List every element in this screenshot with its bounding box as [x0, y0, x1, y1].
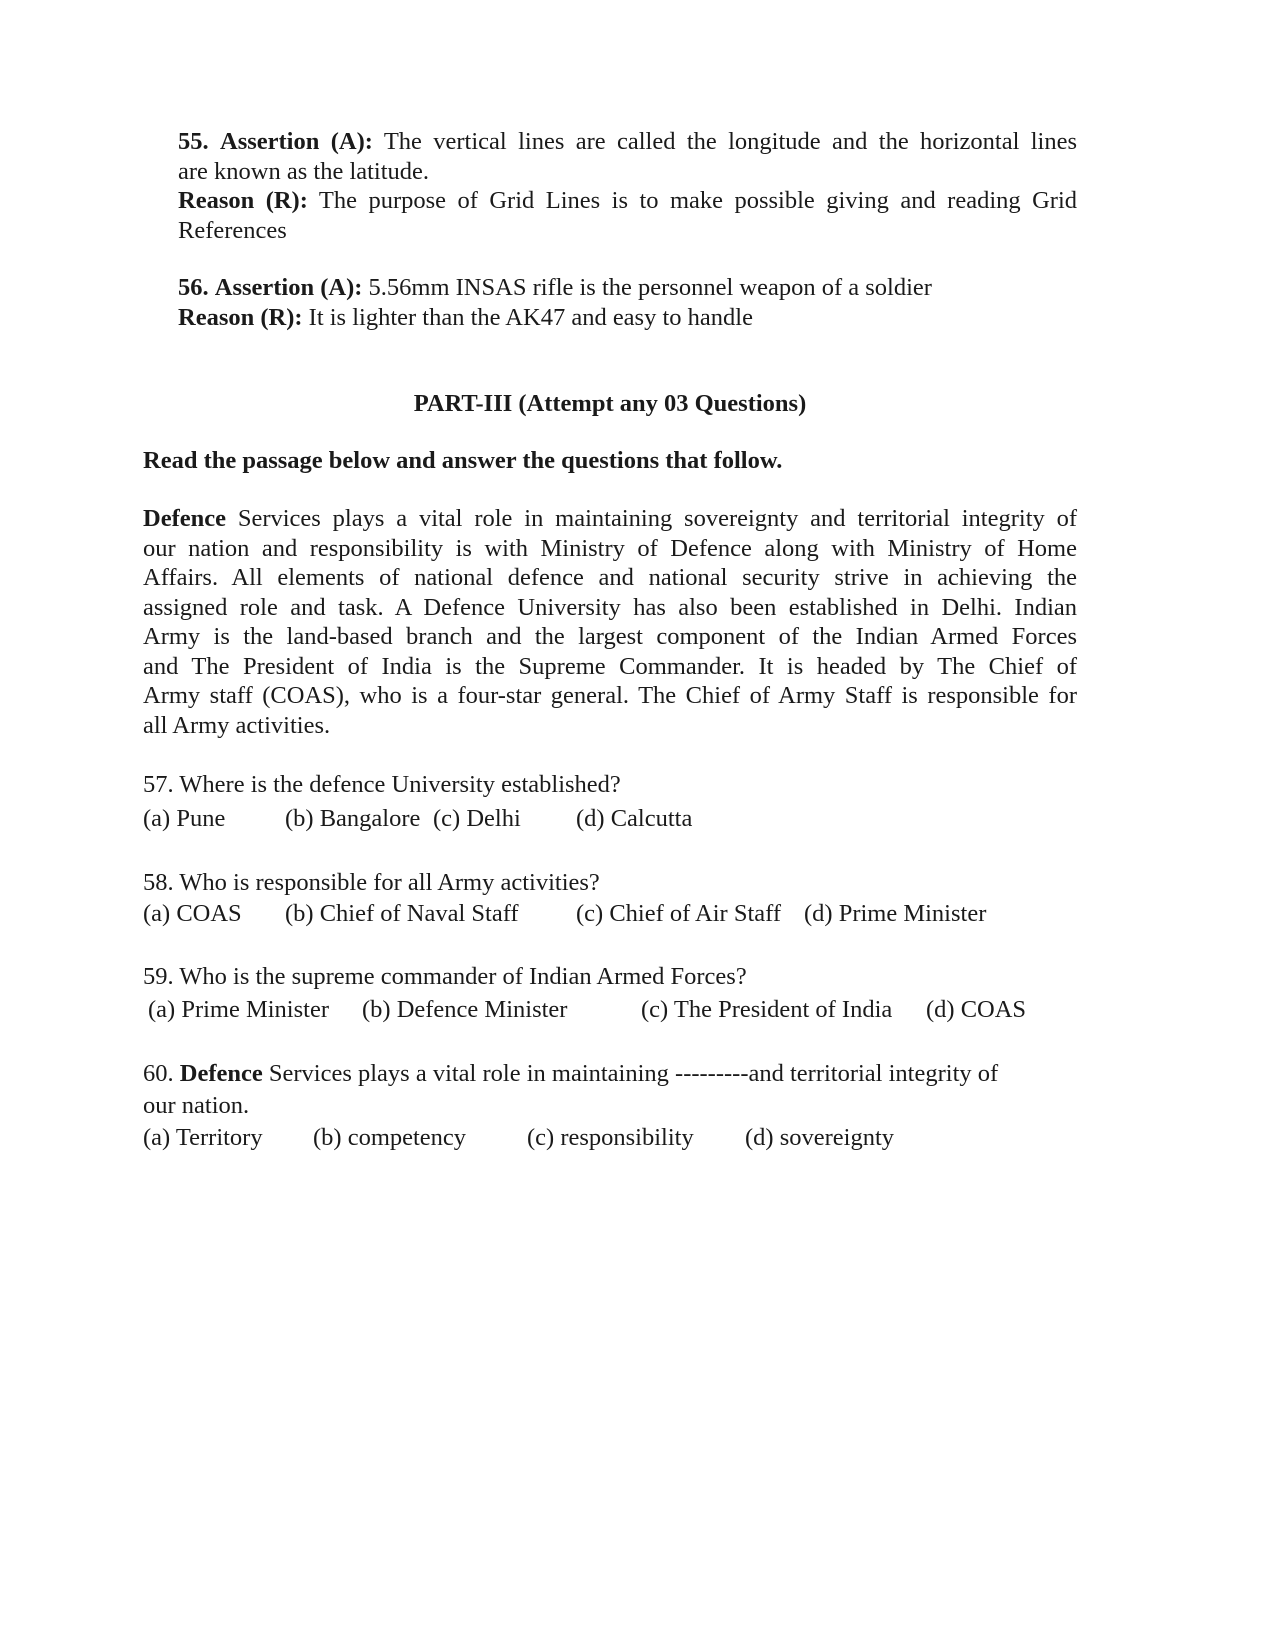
passage-line: Services plays a vital role in maintaining sovereignty and territorial integrity of	[237, 505, 1078, 532]
question-57	[143, 770, 693, 832]
option-d: (d) COAS	[926, 996, 1027, 1023]
option-d: (d) Prime Minister	[804, 900, 987, 927]
passage-line: Affairs. All elements of national defence and national security strive in achieving the	[143, 564, 1077, 591]
question-number: 56.	[178, 274, 209, 301]
assertion-text: 5.56mm INSAS rifle is the personnel weapon of a soldier	[368, 274, 932, 301]
passage-line: Army is the land-based branch and the largest component of the Indian Armed Forces	[143, 623, 1077, 650]
reason-label: Reason (R):	[178, 187, 308, 214]
option-c: (c) Chief of Air Staff	[576, 900, 782, 927]
reason-text: References	[178, 216, 287, 244]
passage-line: our nation and responsibility is with Ministry of Defence along with Ministry of Home	[143, 534, 1077, 562]
option-c: (c) responsibility	[527, 1124, 694, 1151]
question-56	[178, 273, 932, 332]
reason-text: It is lighter than the AK47 and easy to handle	[308, 303, 753, 331]
option-d: (d) Calcutta	[576, 805, 693, 832]
question-59	[143, 962, 1027, 1023]
question-text: Services plays a vital role in maintaining ---------and territorial integrity of	[268, 1060, 999, 1087]
question-text: 58. Who is responsible for all Army activities?	[143, 869, 600, 896]
option-c: (c) The President of India	[641, 996, 893, 1023]
option-b: (b) competency	[313, 1124, 467, 1151]
option-b: (b) Bangalore	[285, 805, 421, 832]
instruction: Read the passage below and answer the questions that follow.	[143, 447, 783, 474]
assertion-label: Assertion (A):	[220, 128, 373, 155]
reason-label: Reason (R):	[178, 303, 303, 331]
question-text-cont: our nation.	[143, 1091, 250, 1119]
question-number: 60.	[143, 1060, 174, 1087]
option-a: (a) Prime Minister	[148, 996, 329, 1023]
passage-line: and The President of India is the Supreme Commander. It is headed by The Chief of	[143, 652, 1077, 680]
assertion-label: Assertion (A):	[214, 274, 363, 301]
option-b: (b) Defence Minister	[362, 996, 568, 1023]
passage-lead: Defence	[143, 505, 226, 532]
question-text: 59. Who is the supreme commander of Indian Armed Forces?	[143, 963, 747, 990]
option-b: (b) Chief of Naval Staff	[285, 900, 519, 927]
option-d: (d) sovereignty	[745, 1124, 894, 1151]
question-58	[143, 868, 987, 927]
option-a: (a) Pune	[143, 805, 226, 832]
question-number: 55.	[178, 128, 209, 155]
passage-line: all Army activities.	[143, 711, 331, 739]
option-a: (a) Territory	[143, 1124, 263, 1151]
passage-line: Army staff (COAS), who is a four-star general. The Chief of Army Staff is responsible for	[143, 682, 1077, 709]
option-a: (a) COAS	[143, 900, 242, 927]
question-text: 57. Where is the defence University established?	[143, 771, 621, 798]
assertion-text: The vertical lines are called the longitude and the horizontal lines	[383, 128, 1078, 155]
passage-line: assigned role and task. A Defence University has also been established in Delhi. Indian	[143, 593, 1077, 621]
passage	[143, 504, 1077, 740]
question-lead: Defence	[179, 1060, 263, 1087]
part-heading: PART-III (Attempt any 03 Questions)	[413, 390, 807, 417]
question-55	[178, 127, 1077, 245]
option-c: (c) Delhi	[433, 805, 521, 832]
reason-text: The purpose of Grid Lines is to make possible giving and reading Grid	[318, 187, 1078, 214]
assertion-text: are known as the latitude.	[178, 157, 430, 185]
question-60	[143, 1059, 999, 1151]
